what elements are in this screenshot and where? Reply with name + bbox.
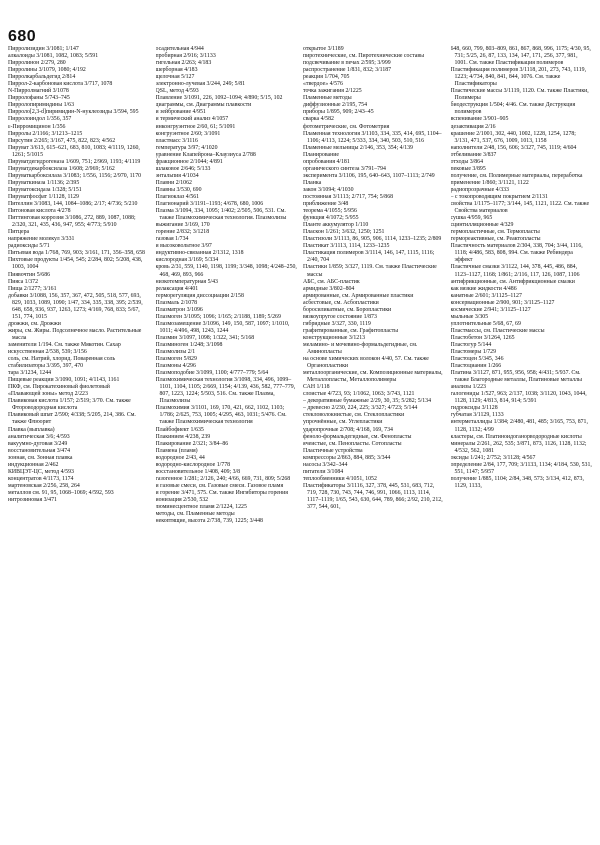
index-entry: пековые 3/895: [450, 165, 486, 172]
index-entry: концентратов 4/1173, 1174: [8, 475, 74, 482]
index-entry: Плавиковый шпат 2/590; 4/338; 5/205, 214, 386. См. также Флюорит: [8, 412, 136, 426]
index-entry: водородное 2/43, 44: [155, 454, 205, 461]
index-entry: энтальпия 4/1034: [155, 172, 199, 179]
index-entry: Пластики 1/859; 3/327, 1119. См. также Пластические массы: [303, 264, 437, 278]
index-entry: и зейбрование 4/951: [155, 109, 206, 116]
index-entry: водородно-кислородное 1/778: [155, 461, 231, 468]
index-entry: Пируватдегидрогеназа 1/609, 751; 2/969, 1193; 4/1119: [8, 158, 141, 165]
index-entry: Планирование: [303, 151, 339, 158]
index-entry: канатные 2/601; 3/1125–1127: [450, 292, 522, 299]
index-entry: тара 3/1234, 1244: [8, 370, 52, 377]
index-entry: алкалоиды 3/1081, 1082, 1083; 5/591: [8, 53, 99, 60]
index-entry: кластеры, см. Платиноидоганорводородные кислоты: [450, 433, 582, 440]
index-entry: оксиды 1/241; 2/752; 3/1128; 4/567: [450, 454, 536, 461]
index-entry: стабилизаторы 3/395, 397, 470: [8, 363, 84, 370]
index-entry: крашение 2/1001, 302, 440, 1002, 1228, 1254, 1278; 3/131, 471, 537, 676, 1009, 1013, 1158: [450, 130, 576, 144]
index-entry: Плагионарий 3/1191–1193; 4/678, 680, 1006: [155, 201, 264, 208]
index-entry: шерборная 4/183: [155, 67, 198, 74]
index-entry: АБС, см. АБС-пластик: [303, 278, 360, 285]
index-entry: постоянная 3/1113; 2/717, 754; 5/868: [303, 193, 394, 200]
index-entry: ударопрочные 2/708; 4/168, 169, 734: [303, 426, 393, 433]
index-entry: «Плавающей зоны» метод 2/223: [8, 391, 88, 398]
index-entry: стекловолокнистые, см. Стеклопластики: [303, 412, 405, 419]
index-entry: – декоративные бумажные 2/29, 30, 35; 5/282; 5/134: [303, 398, 432, 405]
index-entry: гибридные 3/327, 330, 1119: [303, 320, 371, 327]
index-entry: Платина 3/1127, 871, 955, 956, 958; 4/431; 5/937. См. также Благородные металлы, Платиновые металлы: [450, 370, 582, 384]
index-entry: сцинтилляционные 4/329: [450, 222, 514, 229]
index-entry: Пищевые реакции 3/1090, 1091; 4/1143, 1161: [8, 377, 120, 384]
index-entry: Плавление 3/1091, 226, 1092–1094; 4/890; 5/15, 102: [155, 95, 283, 102]
index-entry: графитированные, см. Графитопласты: [303, 327, 399, 334]
index-entry: зонная, см. Зонная плавка: [8, 454, 73, 461]
index-entry: пиротехнические, см. Пиротехнические составы: [303, 53, 425, 60]
index-entry: ПКФ, см. Пирокатехиновый фиолетовый: [8, 384, 110, 391]
index-entry: дезактивация 2/16: [450, 123, 496, 130]
index-entry: Пирролопиримидины 1/63: [8, 102, 75, 109]
index-entry: Пирролкарбальдегид 2/814: [8, 74, 76, 81]
index-entry: питатели 3/1084: [303, 468, 344, 475]
index-entry: Пирролины 3/1079, 1080; 4/192: [8, 67, 86, 74]
index-entry: Пластификаторы 3/1116, 327, 378, 445, 531, 683, 712, 719, 728, 730, 743, 744, 746, 991, 1066, 1113, 1114, 1117–1119; 1/65, 543, 630, 644, 789, 866; 2/92, 210, 212, 377, 544, 601,: [303, 482, 443, 511]
index-entry: температура 3/97; 4/1020: [155, 144, 218, 151]
index-entry: космические 2/941; 3/1125–1127: [450, 306, 531, 313]
index-entry: Пламенные методы: [303, 95, 352, 102]
index-entry: Пламенная технология 3/1103, 334, 335, 414, 695, 1104–1106; 4/113, 1224; 5/333, 334, 340, 503, 510, 516: [303, 130, 442, 144]
index-entry: – с токопроводящим покрытием 2/1131: [450, 193, 548, 200]
index-entry: конструкционные 3/1213: [303, 334, 366, 341]
index-entry: Пирролоиндол 1/356, 357: [8, 116, 72, 123]
index-entry: Плазмин 3/1097, 1098; 1/322, 341; 5/168: [155, 334, 255, 341]
index-entry: диффузионные 2/195, 754: [303, 102, 368, 109]
index-entry: Пителлин 3/1083, 144, 1084–1086; 2/17; 4/736; 5/210: [8, 201, 138, 208]
index-entry: Питцера: [8, 229, 30, 236]
index-entry: Планка: [303, 179, 322, 186]
index-entry: аналитическая 3/6; 4/593: [8, 433, 70, 440]
index-entry: Пластомеры 1/729: [450, 349, 497, 356]
index-entry: дрожжи, см. Дрожжи: [8, 320, 61, 327]
index-entry: Пластоцианин 1/266: [450, 363, 502, 370]
index-entry: Пиррол-2-карбоновая кислота 3/717, 1078: [8, 81, 113, 88]
page-number: 680: [8, 28, 37, 45]
index-entry: вспенивание 3/901–905: [450, 116, 509, 123]
index-entry: Пластикация полимеров 3/1114, 146, 147, 1115, 1116; 2/40, 704: [303, 250, 435, 264]
index-entry: Плазмаль 2/1078: [155, 299, 198, 306]
index-entry: терморегуляция диссоциации 2/158: [155, 292, 244, 299]
index-entry: опробования 4/181: [303, 158, 350, 165]
index-entry: Питоновая кислота 4/278: [8, 208, 71, 215]
index-entry: как вязкие жидкости 4/486: [450, 285, 517, 292]
index-entry: термопластичные, см. Термопласты: [450, 229, 540, 236]
index-entry: Пластикат 3/1113, 1114, 1233–1235: [303, 243, 390, 250]
index-entry: радиоксиды 5/71: [8, 243, 50, 250]
index-entry: армированные, см. Армированные пластики: [303, 292, 414, 299]
index-entry: релаксация 4/401: [155, 285, 199, 292]
index-entry: теплообменники 4/1051, 1052: [303, 475, 377, 482]
index-entry: Пирролинон 2/279, 280: [8, 60, 66, 67]
index-entry: индукционная 2/462: [8, 461, 59, 468]
index-entry: мыльные 3/305: [450, 313, 489, 320]
index-entry: Пламена (пламя): [155, 447, 198, 454]
index-entry: Пластические массы 3/1119, 1120. См. также Пластики, Полимеры: [450, 88, 589, 102]
index-entry: нитрозиновая 3/471: [8, 497, 57, 503]
index-entry: Плагиоклаз 4/561: [155, 193, 200, 200]
index-entry: приборы 1/895, 909; 2/43–45: [303, 109, 374, 116]
index-entry: боросиликатные, см. Боропластики: [303, 306, 392, 313]
index-entry: и термический анализ 4/1057: [155, 116, 229, 123]
index-entry: диаграммы, см. Диаграммы плавкости: [155, 102, 252, 109]
index-entry: Плазмохимическая технология 3/1098, 334, 496, 1099–1101, 1104, 1105; 2/669, 1154; 4/139, 436, 582, 777–779, 807, 1223, 1224; 5/503, 516. См. также Плазма, Плазмолизы: [155, 377, 296, 405]
index-entry: кислородная 3/169; 5/334: [155, 257, 219, 264]
index-column-1: [8, 46, 150, 836]
index-entry: Плайбофиект 1/635: [155, 426, 204, 433]
index-entry: N-Пирролмагний 3/1078: [8, 88, 69, 95]
index-entry: сварка 4/582: [303, 116, 334, 123]
index-entry: Пластмассы, см. Пластические массы: [450, 327, 545, 334]
index-entry: закон 3/1094; 4/1030: [303, 186, 354, 193]
index-entry: Плазминоген 1/248; 3/1098: [155, 341, 223, 348]
index-entry: Пластичность материалов 2/304, 338, 704; 3/44, 1116, 1118; 4/486, 583, 808, 994. См. также Ребиндера эффект: [450, 243, 583, 264]
index-entry: Пламенные мельницы 2/146, 353, 354; 4/139: [303, 144, 413, 151]
index-entry: индуктивно-связанная 2/1312, 1318: [155, 250, 244, 257]
index-entry: Плазмозамещение 3/1096, 149, 150, 587, 1097; 1/1010, 1011; 4/496, 498, 1243, 1244: [155, 320, 290, 334]
index-entry: инконгруэнтное 2/60, 61; 5/1091: [155, 123, 236, 130]
index-entry: биодеструкция 1/504; 4/46. См. также Деструкция полимеров: [450, 102, 576, 116]
index-entry: газогенное 1/281; 2/126, 240; 4/66, 669, 731, 809; 5/268: [155, 475, 291, 482]
index-column-3: [303, 46, 445, 836]
index-entry: пластмасс 3/1116: [155, 137, 198, 144]
index-entry: заменители 1/194. См. также Мякотин. Сахар: [8, 341, 121, 348]
index-entry: Пища 2/1277; 3/161: [8, 285, 57, 292]
index-entry: КИВЦЭТ-ЦС, метод 4/593: [8, 468, 74, 475]
index-entry: конгруэнтное 2/60; 3/1091: [155, 130, 221, 137]
index-entry: Плакирование 2/321; 3/84–86: [155, 440, 229, 447]
index-entry: тигельная 2/263; 4/183: [155, 60, 212, 67]
index-entry: Пируватдекарбоксилаза 1/608; 2/969; 5/162: [8, 165, 115, 172]
index-entry: Пируват 3/613, 615–621, 683, 810, 1083; 4/1119, 1260, 1261; 5/1015: [8, 144, 140, 158]
index-entry: Пируваткиназа 1/1136; 2/395: [8, 179, 80, 186]
index-entry: люминесцентное пламя 2/1224, 1225: [155, 504, 247, 511]
index-entry: открытое 3/1189: [303, 46, 344, 52]
index-entry: Пласкон 1/261; 3/632, 1250; 1251: [303, 229, 385, 236]
index-entry: 648, 660, 799, 803–809, 861, 867, 868, 996, 1175; 4/30, 95, 731; 5/25, 26, 87, 133, 134, 147, 171, 256, 377, 981, 1001. См. также Пластификация полимеров: [450, 46, 591, 67]
index-column-2: [156, 46, 298, 836]
index-entry: Плавни 2/1062: [155, 179, 192, 186]
index-columns: [8, 46, 592, 836]
index-entry: соль, см. Натрий, хлорид. Поваренная соль: [8, 356, 116, 363]
index-entry: искусственная 2/538, 539; 3/156: [8, 349, 87, 356]
index-entry: компрессоры 2/863, 884, 885; 3/344: [303, 454, 391, 461]
index-entry: свойства 1/1175–1177; 3/144, 145, 1121, 1122. См. также Свойства материалов: [450, 201, 590, 215]
index-entry: Пиявочтин 5/686: [8, 271, 51, 278]
index-entry: сушка 4/959, 965: [450, 215, 493, 222]
index-entry: пробирная 2/916; 3/1133: [155, 53, 216, 60]
index-entry: определение 2/84, 177, 709; 3/1133, 1134; 4/184, 530, 531, 551, 1147; 5/957: [450, 461, 592, 475]
index-entry: Пируватфосфат 1/1128, 1129: [8, 193, 79, 200]
index-entry: органического синтеза 3/791–794: [303, 165, 386, 172]
index-entry: приближение 3/48: [303, 201, 349, 208]
index-entry: вакуумно-дуговая 3/249: [8, 440, 68, 447]
index-entry: Пирроло[2,3-d]пиримидин-N-нуклеозиды 3/594, 595: [8, 109, 139, 116]
index-entry: Планте аккумулятор 1/110: [303, 222, 369, 229]
index-entry: Пирролизидин 3/1081; 1/147: [8, 46, 79, 52]
index-entry: губчатая 3/1129, 1133: [450, 412, 504, 419]
index-entry: уплотнительные 5/68, 67, 69: [450, 320, 521, 327]
index-entry: выжигание 3/169, 170: [155, 222, 210, 229]
index-entry: Пирролы 2/1166; 3/1213–1215: [8, 130, 83, 137]
index-entry: и высоковольтное 3/97: [155, 243, 212, 250]
index-entry: осадительная 4/944: [155, 46, 204, 52]
index-entry: подсвечивание в печах 2/595; 3/999: [303, 60, 391, 67]
index-entry: Пластичные смазки 3/1122, 144, 378, 445, 486, 884, 1123–1127, 1168; 1/861; 2/116, 117, 126, 1087, 1106: [450, 264, 580, 278]
index-entry: Плакинием 4/238, 239: [155, 433, 211, 440]
index-entry: армидные 3/802–804: [303, 285, 355, 292]
index-entry: фракционное 2/1044; 4/891: [155, 158, 223, 165]
index-entry: распространение 1/831, 832; 3/1187: [303, 67, 392, 74]
index-entry: жиры, см. Жиры. Подсолнечное масло. Растительные масла: [8, 327, 142, 341]
index-entry: газовая 1/734: [155, 236, 189, 243]
index-entry: Плазмоны 4/296: [155, 363, 196, 370]
index-entry: мартеновская 2/256, 258, 264: [8, 482, 80, 489]
index-entry: Пихтовые продукты 1/454, 545; 2/284, 802; 5/208, 438, 1003, 1004: [8, 257, 143, 271]
index-entry: Пирсутин 2/265; 3/167, 475, 822, 823; 4/562: [8, 137, 116, 144]
index-entry: Пиясa 1/372: [8, 278, 38, 285]
index-entry: Пирролофаны 5/743–745: [8, 95, 70, 102]
index-entry: получение, см. Полимерные материалы, переработка: [450, 172, 583, 179]
index-entry: восстановительное 1/408, 409; 3/8: [155, 468, 241, 475]
index-entry: Пируватоксидаза 1/328; 5/151: [8, 186, 82, 193]
index-entry: получение 1/885, 1104; 2/84, 348, 573; 3/134, 412, 873, 1129, 1133,: [450, 475, 584, 489]
index-entry: Пластизоли 3/1113, 86, 905, 906, 1114, 1233–1235; 2/809: [303, 236, 442, 243]
index-entry: интерметаллиды 1/384; 2/480, 481, 485; 3/165, 753, 871, 1128, 1132; 4/99: [450, 419, 588, 433]
index-entry: анализы 1/223: [450, 384, 486, 391]
index-entry: насосы 3/342–344: [303, 461, 348, 468]
index-entry: термореактивные, см. Реактопласты: [450, 236, 541, 243]
index-entry: методы, см. Пламенные методы: [155, 511, 235, 518]
index-entry: феноло-формальдегидные, см. Фенопласты: [303, 433, 412, 440]
index-entry: отбеливание 3/837: [450, 151, 497, 158]
index-entry: антифрикционные, см. Антифрикционные смазки: [450, 278, 575, 285]
index-entry: ячеистые, см. Пенопласты. Сотопласты: [303, 440, 402, 447]
index-entry: металлов см. 91, 95, 1068–1069; 4/592, 593: [8, 489, 114, 496]
index-entry: и газовые смеси, см. Газовые смеси. Газовое пламя: [155, 482, 284, 489]
index-entry: Пластогур 5/144: [450, 341, 492, 348]
index-entry: точка зажигания 2/1225: [303, 88, 362, 95]
index-entry: ионизация 2/530, 532: [155, 497, 209, 503]
index-entry: Пластобетон 3/1264, 1265: [450, 334, 515, 341]
index-entry: добавки 3/1088, 156, 357, 367, 472, 505, 518, 577, 693, 829, 1033, 1089, 1090; 1/47, 334, 335, 338, 395; 2/539, 648, 658, 936, 937, 1263, 1273; 4/169, 768, 833; 5/67, 151, 774, 1015: [8, 292, 143, 320]
index-entry: шлаковое 2/646; 5/133: [155, 165, 211, 172]
index-entry: металлоорганические, см. Композиционные материалы, Металлопласты, Металлополимеры: [303, 370, 443, 384]
index-entry: QSL, метод 4/593: [155, 88, 199, 95]
index-entry: на основе химических волокон 4/40, 57. См. также Органопластики: [303, 356, 429, 370]
index-entry: некоптящие, высота 2/738, 739, 1225; 3/448: [155, 518, 263, 525]
index-entry: щелочная 5/127: [155, 74, 195, 81]
index-entry: Плавны 3/530, 690: [155, 186, 202, 193]
index-entry: фотометрические, см. Фотометрия: [303, 123, 390, 130]
index-entry: асбестовые, см. Асбопластики: [303, 299, 379, 306]
index-entry: функция 4/1072; 5/955: [303, 215, 359, 222]
index-entry: Пластоцен 5/345, 346: [450, 356, 504, 363]
index-entry: Плазма 3/1094, 334, 1095; 1/402; 2/505, 506, 531. См. также Плазмохимическая технология. Плазмолизы: [155, 208, 287, 222]
index-entry: Плавка (выплавка): [8, 426, 55, 433]
index-entry: горение 2/832; 3/1218: [155, 229, 210, 236]
index-entry: – древесно 2/230, 224, 225; 3/327; 4/723; 5/144: [303, 405, 418, 412]
index-entry: Плазматрон 3/1096: [155, 306, 203, 313]
index-entry: гидроксиды 3/1128: [450, 405, 498, 412]
index-entry: вязкоупругое состояние 1/873: [303, 313, 377, 320]
index-entry: наполнители 2/48, 156, 606; 3/327, 745, 1119; 4/604: [450, 144, 577, 151]
index-entry: Питтинговая коррозия 3/1086, 272, 889, 1087, 1088; 2/320, 321, 435, 436, 947, 955; 4/773; 5/910: [8, 215, 136, 229]
index-entry: Плазмохимия 3/1101, 169, 170, 421, 662, 1102, 1103; 1/786; 2/625, 753, 1005; 4/295, 463, 1031; 5/476. См. также Плазмохимическая технология: [155, 405, 287, 426]
index-entry: консервационные 2/900, 901; 3/1125–1127: [450, 299, 555, 306]
index-entry: кровь 2/31, 559, 1140, 1198, 1199; 3/348, 1098; 4/248–250, 468, 469, 893, 966: [155, 264, 297, 278]
index-entry: Плазмоген 3/1095; 1096; 1/165; 2/1188, 1189; 5/269: [155, 313, 281, 320]
index-entry: и горение 3/471, 575. См. также Ингибиторы горения: [155, 489, 288, 496]
index-entry: слоистые 4/723, 93; 1/1062, 1063; 3/743, 1121: [303, 391, 415, 398]
index-entry: Плавиковая кислота 1/157; 2/519; 3/70. См. также Фтороводородная кислота: [8, 398, 131, 412]
index-entry: упрочнённые, см. Углепластики: [303, 419, 383, 426]
index-entry: минералы 2/261, 262, 535; 3/871, 873, 1126, 1128, 1132; 4/532, 562, 1081: [450, 440, 587, 454]
index-entry: восстановительная 3/474: [8, 447, 71, 454]
index-entry: галогениды 1/527, 963; 2/137, 1038; 3/1120, 1043, 1044, 1128, 1129; 4/813, 814, 914; 5/391: [450, 391, 587, 405]
index-entry: Плазмоген 5/829: [155, 356, 197, 363]
index-entry: Пластичные устройства: [303, 447, 363, 454]
index-entry: Пластификация полимеров 3/1118, 201, 273, 743, 1119, 1223; 4/734, 840, 841, 844, 1076. См. также Пластификаторы: [450, 67, 587, 88]
index-entry: отходы 3/864: [450, 158, 484, 165]
index-entry: радиопрозрачные 4/333: [450, 186, 509, 193]
index-entry: уравнение Клапейрона–Клаузиуса 2/788: [155, 151, 256, 158]
index-entry: Питьевая вода 1/768, 769, 903; 3/161, 171, 356–358, 658: [8, 250, 145, 257]
index-entry: САН 1/118: [303, 384, 330, 391]
index-entry: электронно-лучевая 3/244, 249; 5/81: [155, 81, 246, 88]
index-entry: применение 1/860; 3/1121, 1122: [450, 179, 529, 186]
index-entry: напряжение молекул 3/331: [8, 236, 75, 243]
index-entry: эксперимента 3/1106, 195, 640–643, 1107–1113; 2/749: [303, 172, 435, 179]
index-entry: низкотемпературная 5/43: [155, 278, 218, 285]
index-entry: меламино- и мочевино-формальдегидные, см. Аминопласты: [303, 341, 418, 356]
index-entry: теорема 4/1055; 5/956: [303, 208, 357, 215]
index-entry: ε-Пирромицинон 1/356: [8, 123, 66, 130]
index-entry: «твердое» 4/576: [303, 81, 343, 88]
index-entry: Плазмоподобие 3/1099, 1100; 4/777–779; 5/64: [155, 370, 269, 377]
index-entry: реакция 1/704, 705: [303, 74, 350, 81]
index-entry: Плазмолизы 2/1: [155, 349, 196, 356]
index-column-4: [451, 46, 593, 836]
index-entry: Пируваткарбоксилаза 3/1083; 1/556, 1156; 2/970, 1170: [8, 172, 142, 179]
